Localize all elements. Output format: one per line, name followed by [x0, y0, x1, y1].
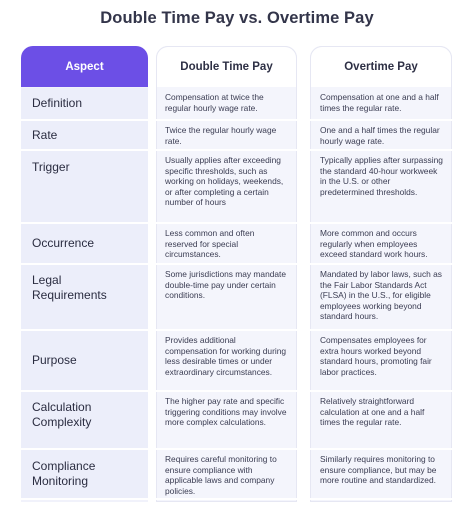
double-time-cell: Some jurisdictions may mandate double-time pay under certain conditions.	[165, 269, 287, 301]
page-title: Double Time Pay vs. Overtime Pay	[100, 9, 374, 27]
overtime-cell: One and a half times the regular hourly wage rate.	[320, 125, 440, 146]
overtime-header: Overtime Pay	[310, 46, 452, 87]
table-row	[21, 450, 452, 498]
double-time-cell: Twice the regular hourly wage rate.	[165, 125, 277, 146]
aspect-cell: Calculation Complexity	[21, 392, 148, 448]
double-time-cell: Provides additional compensation for working during less desirable times or under extraordinary circumstances.	[165, 335, 287, 377]
double-time-cell: The higher pay rate and specific triggering conditions may involve more complex calculations.	[165, 396, 287, 428]
aspect-cell: Purpose	[21, 331, 148, 390]
overtime-cell: Relatively straightforward calculation at one and a half times the regular rate.	[320, 396, 425, 428]
overtime-cell: Mandated by labor laws, such as the Fair Labor Standards Act (FLSA) in the U.S., for eligible employees working beyond standard hours.	[320, 269, 442, 322]
overtime-cell: Similarly requires monitoring to ensure compliance, but may be more routine and standardized.	[320, 454, 437, 486]
overtime-cell: Compensation at one and a half times the regular rate.	[320, 92, 439, 113]
table-row	[21, 392, 452, 448]
overtime-cell: Typically applies after surpassing the standard 40-hour workweek in the U.S. or other predetermined thresholds.	[320, 155, 443, 197]
row-divider	[21, 498, 452, 500]
double-time-header: Double Time Pay	[156, 46, 297, 87]
double-time-cell: Requires careful monitoring to ensure compliance with applicable laws and company policies.	[165, 454, 277, 496]
aspect-cell: Compliance Monitoring	[21, 450, 148, 498]
double-time-cell: Compensation at twice the regular hourly wage rate.	[165, 92, 264, 113]
overtime-cell: More common and occurs regularly when employees exceed standard work hours.	[320, 228, 428, 260]
double-time-cell: Less common and often reserved for special circumstances.	[165, 228, 255, 260]
table-row	[21, 224, 452, 263]
table-row	[21, 151, 452, 222]
aspect-cell: Rate	[21, 121, 148, 149]
table-row	[21, 88, 452, 119]
aspect-cell: Occurrence	[21, 224, 148, 263]
table-row	[21, 121, 452, 149]
aspect-header: Aspect	[21, 46, 148, 87]
aspect-cell: Definition	[21, 88, 148, 119]
overtime-cell: Compensates employees for extra hours worked beyond standard hours, promoting fair labor practices.	[320, 335, 432, 377]
aspect-cell: Trigger	[21, 151, 148, 222]
aspect-cell: Legal Requirements	[21, 265, 148, 329]
table-row	[21, 265, 452, 329]
table-row	[21, 331, 452, 390]
double-time-cell: Usually applies after exceeding specific thresholds, such as working on holidays, weekends, or after completing a certain number of hours	[165, 155, 284, 208]
